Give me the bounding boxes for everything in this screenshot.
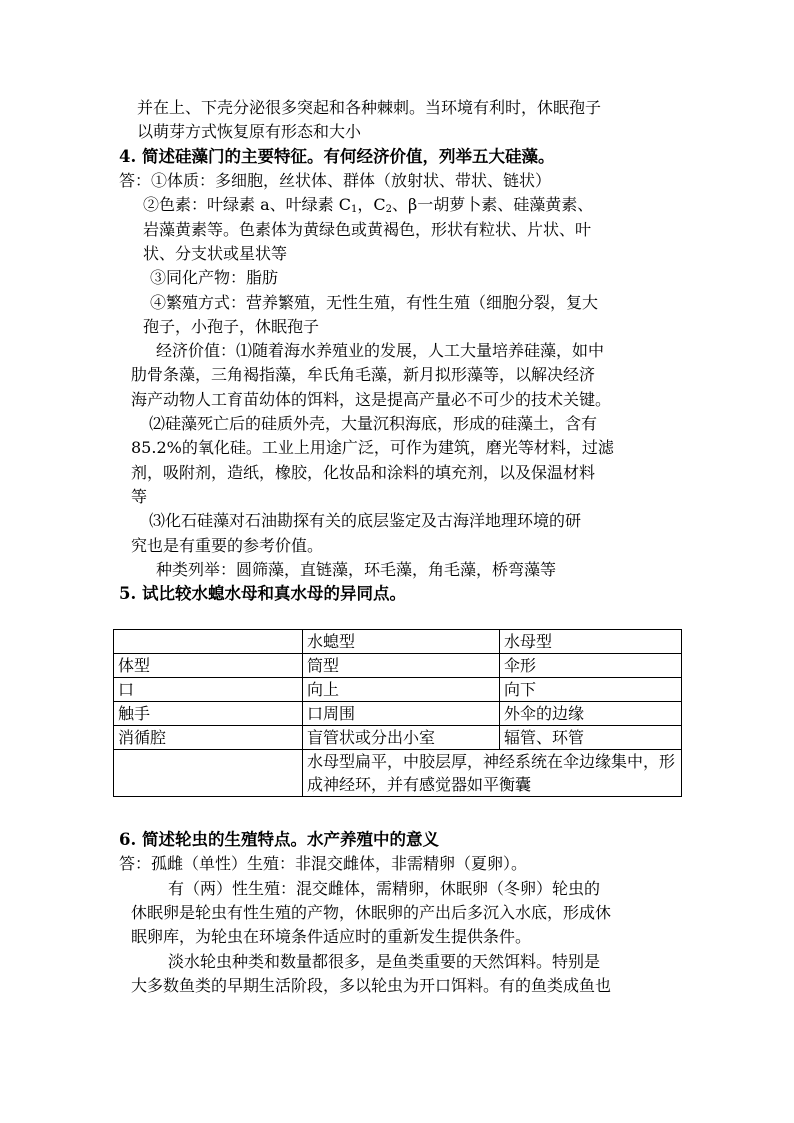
text-line: 答：孤雌（单性）生殖：非混交雌体，非需精卵（夏卵）。 — [119, 854, 528, 873]
text-line: ②色素：叶绿素 a、叶绿素 $C_1$，$C_2$、β一胡萝卜素、硅藻黄素、 — [143, 195, 594, 215]
text-line: 淡水轮虫种类和数量都很多，是鱼类重要的天然饵料。特别是 — [168, 952, 601, 971]
table-cell: 筒型 — [303, 654, 500, 678]
text-line: 种类列举：圆筛藻，直链藻，环毛藻，角毛藻，桥弯藻等 — [156, 560, 557, 579]
text-line: 大多数鱼类的早期生活阶段，多以轮虫为开口饵料。有的鱼类成鱼也 — [131, 976, 612, 995]
text-line: 经济价值：⑴随着海水养殖业的发展，人工大量培养硅藻，如中 — [156, 341, 605, 360]
text-line: ⑶化石硅藻对石油勘探有关的底层鉴定及古海洋地理环境的研 — [149, 511, 582, 530]
text-line: 肋骨条藻，三角褐指藻，牟氏角毛藻，新月拟形藻等，以解决经济 — [131, 365, 596, 384]
text-line: 海产动物人工育苗幼体的饵料，这是提高产量必不可少的技术关键。 — [131, 390, 612, 409]
question-4-heading: 4. 简述硅藻门的主要特征。有何经济价值，列举五大硅藻。 — [119, 147, 555, 166]
text-line: 状、分支状或星状等 — [143, 244, 288, 263]
table-row — [114, 654, 682, 678]
comparison-table — [113, 629, 682, 797]
text-line: ③同化产物：脂肪 — [150, 268, 279, 287]
text-line: 等 — [131, 487, 148, 506]
table-cell — [114, 750, 303, 797]
table-cell: 口周围 — [303, 702, 500, 726]
text-line: 岩藻黄素等。色素体为黄绿色或黄褐色，形状有粒状、片状、叶 — [143, 220, 592, 239]
table-cell: 伞形 — [500, 654, 682, 678]
table-cell: 辐管、环管 — [500, 726, 682, 750]
text-line: 孢子，小孢子，休眠孢子 — [143, 317, 320, 336]
table-cell: 向下 — [500, 678, 682, 702]
question-6-heading: 6. 简述轮虫的生殖特点。水产养殖中的意义 — [119, 830, 439, 849]
text-line: ④繁殖方式：营养繁殖，无性生殖，有性生殖（细胞分裂，复大 — [150, 293, 599, 312]
question-5-heading: 5. 试比较水螅水母和真水母的异同点。 — [119, 584, 406, 603]
table-cell — [114, 630, 303, 654]
table-cell: 体型 — [114, 654, 303, 678]
text-line: 究也是有重要的参考价值。 — [131, 536, 324, 555]
table-note-cell: 水母型扁平，中胶层厚，神经系统在伞边缘集中，形成神经环，并有感觉器如平衡囊 — [303, 750, 682, 797]
text-line: 剂，吸附剂，造纸，橡胶，化妆品和涂料的填充剂，以及保温材料 — [131, 463, 596, 482]
text-line: ⑵硅藻死亡后的硅质外壳，大量沉积海底，形成的硅藻土，含有 — [149, 414, 598, 433]
table-cell: 盲管状或分出小室 — [303, 726, 500, 750]
text-line: 有（两）性生殖：混交雌体，需精卵，休眠卵（冬卵）轮虫的 — [168, 879, 601, 898]
table-cell: 水螅型 — [303, 630, 500, 654]
table-cell: 触手 — [114, 702, 303, 726]
text-line: 休眠卵是轮虫有性生殖的产物，休眠卵的产出后多沉入水底，形成休 — [131, 903, 612, 922]
table-cell: 向上 — [303, 678, 500, 702]
table-cell: 口 — [114, 678, 303, 702]
table-row — [114, 726, 682, 750]
table-cell: 外伞的边缘 — [500, 702, 682, 726]
text-line: 眠卵库，为轮虫在环境条件适应时的重新发生提供条件。 — [131, 927, 532, 946]
table-cell: 消循腔 — [114, 726, 303, 750]
text-line: 答：①体质：多细胞，丝状体、群体（放射状、带状、链状） — [119, 171, 552, 190]
table-cell: 水母型 — [500, 630, 682, 654]
table-header-row — [114, 630, 682, 654]
text-line: 85.2%的氧化硅。工业上用途广泛，可作为建筑，磨光等材料，过滤 — [131, 438, 614, 457]
table-row — [114, 750, 682, 797]
text-line: 以萌芽方式恢复原有形态和大小 — [137, 122, 362, 141]
table-row — [114, 678, 682, 702]
table-row — [114, 702, 682, 726]
text-line: 并在上、下壳分泌很多突起和各种棘刺。当环境有利时，休眠孢子 — [137, 98, 602, 117]
